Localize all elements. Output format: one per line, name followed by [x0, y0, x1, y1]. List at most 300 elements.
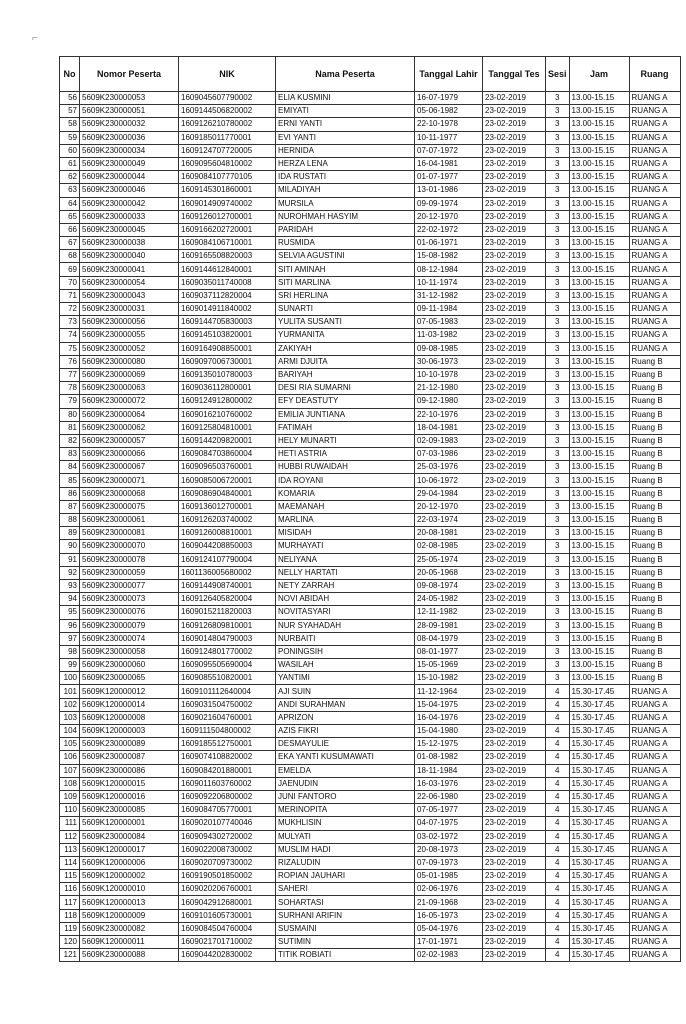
cell-tanggal-lahir: 20-12-1970 [415, 210, 483, 223]
cell-nama-peserta: RIZALUDIN [276, 856, 415, 869]
cell-no: 59 [60, 131, 80, 144]
cell-nik: 1609126012700001 [179, 210, 276, 223]
cell-tanggal-lahir: 22-06-1980 [415, 790, 483, 803]
cell-sesi: 3 [546, 342, 570, 355]
cell-sesi: 3 [546, 421, 570, 434]
cell-ruang: Ruang B [629, 408, 680, 421]
header-tanggal-lahir: Tanggal Lahir [415, 57, 483, 92]
cell-nama-peserta: RUSMIDA [276, 237, 415, 250]
cell-tanggal-tes: 23-02-2019 [483, 843, 546, 856]
cell-no: 78 [60, 382, 80, 395]
cell-sesi: 4 [546, 909, 570, 922]
cell-nama-peserta: ZAKIYAH [276, 342, 415, 355]
cell-tanggal-tes: 23-02-2019 [483, 553, 546, 566]
cell-ruang: Ruang B [629, 606, 680, 619]
table-row [60, 474, 681, 487]
table-row [60, 698, 681, 711]
cell-nama-peserta: ERNI YANTI [276, 118, 415, 131]
cell-nama-peserta: WASILAH [276, 659, 415, 672]
cell-no: 112 [60, 830, 80, 843]
cell-tanggal-lahir: 08-12-1984 [415, 263, 483, 276]
cell-tanggal-tes: 23-02-2019 [483, 619, 546, 632]
cell-tanggal-lahir: 15-10-1982 [415, 672, 483, 685]
cell-jam: 13.00-15.15 [569, 672, 629, 685]
cell-no: 114 [60, 856, 80, 869]
cell-nama-peserta: HERZA LENA [276, 157, 415, 170]
cell-nama-peserta: SITI MARLINA [276, 276, 415, 289]
table-row [60, 711, 681, 724]
cell-no: 71 [60, 289, 80, 302]
cell-tanggal-lahir: 05-01-1985 [415, 870, 483, 883]
cell-nomor-peserta: 5609K230000043 [80, 289, 179, 302]
cell-nik: 1609164908850001 [179, 342, 276, 355]
cell-nomor-peserta: 5609K120000012 [80, 685, 179, 698]
cell-tanggal-tes: 23-02-2019 [483, 593, 546, 606]
cell-nik: 1601136005680002 [179, 566, 276, 579]
cell-nomor-peserta: 5609K120000017 [80, 843, 179, 856]
cell-sesi: 3 [546, 566, 570, 579]
cell-sesi: 3 [546, 619, 570, 632]
cell-tanggal-lahir: 07-07-1972 [415, 144, 483, 157]
cell-nik: 1609144908740001 [179, 579, 276, 592]
cell-ruang: Ruang B [629, 514, 680, 527]
cell-nama-peserta: JAENUDIN [276, 777, 415, 790]
cell-nomor-peserta: 5609K230000040 [80, 250, 179, 263]
cell-tanggal-lahir: 09-11-1984 [415, 303, 483, 316]
cell-nama-peserta: JUNI FANTORO [276, 790, 415, 803]
cell-ruang: RUANG A [629, 922, 680, 935]
table-row [60, 237, 681, 250]
cell-nomor-peserta: 5609K120000008 [80, 711, 179, 724]
cell-nama-peserta: AZIS FIKRI [276, 725, 415, 738]
cell-tanggal-lahir: 22-10-1976 [415, 408, 483, 421]
cell-no: 98 [60, 645, 80, 658]
cell-nama-peserta: YULITA SUSANTI [276, 316, 415, 329]
cell-no: 96 [60, 619, 80, 632]
table-row [60, 395, 681, 408]
cell-ruang: RUANG A [629, 738, 680, 751]
cell-tanggal-tes: 23-02-2019 [483, 448, 546, 461]
table-row [60, 777, 681, 790]
table-row [60, 540, 681, 553]
cell-nomor-peserta: 5609K230000082 [80, 922, 179, 935]
cell-nik: 1609124801770002 [179, 645, 276, 658]
table-body [60, 92, 681, 962]
cell-nama-peserta: NURBAITI [276, 632, 415, 645]
cell-sesi: 3 [546, 263, 570, 276]
cell-ruang: Ruang B [629, 527, 680, 540]
cell-tanggal-lahir: 25-05-1974 [415, 553, 483, 566]
cell-nik: 1609101112640004 [179, 685, 276, 698]
cell-nomor-peserta: 5609K120000011 [80, 936, 179, 949]
cell-no: 74 [60, 329, 80, 342]
cell-ruang: RUANG A [629, 685, 680, 698]
cell-tanggal-lahir: 20-05-1968 [415, 566, 483, 579]
cell-ruang: Ruang B [629, 421, 680, 434]
cell-tanggal-lahir: 15-08-1982 [415, 250, 483, 263]
cell-no: 106 [60, 751, 80, 764]
cell-tanggal-tes: 23-02-2019 [483, 566, 546, 579]
cell-ruang: Ruang B [629, 382, 680, 395]
cell-no: 63 [60, 184, 80, 197]
cell-nik: 1609111504800002 [179, 725, 276, 738]
cell-sesi: 4 [546, 711, 570, 724]
cell-jam: 15.30-17.45 [569, 830, 629, 843]
cell-sesi: 4 [546, 725, 570, 738]
cell-tanggal-tes: 23-02-2019 [483, 237, 546, 250]
cell-no: 88 [60, 514, 80, 527]
cell-no: 61 [60, 157, 80, 170]
cell-nik: 1609044202830002 [179, 949, 276, 962]
cell-tanggal-tes: 23-02-2019 [483, 92, 546, 105]
cell-no: 89 [60, 527, 80, 540]
cell-ruang: RUANG A [629, 698, 680, 711]
cell-nik: 1609085510820001 [179, 672, 276, 685]
cell-sesi: 3 [546, 303, 570, 316]
cell-jam: 15.30-17.45 [569, 922, 629, 935]
cell-jam: 15.30-17.45 [569, 936, 629, 949]
table-row [60, 566, 681, 579]
cell-no: 73 [60, 316, 80, 329]
cell-nama-peserta: EMILIA JUNTIANA [276, 408, 415, 421]
table-row [60, 553, 681, 566]
cell-tanggal-tes: 23-02-2019 [483, 909, 546, 922]
table-row [60, 685, 681, 698]
cell-sesi: 4 [546, 777, 570, 790]
cell-ruang: RUANG A [629, 843, 680, 856]
cell-jam: 13.00-15.15 [569, 566, 629, 579]
cell-nama-peserta: KOMARIA [276, 487, 415, 500]
cell-tanggal-tes: 23-02-2019 [483, 289, 546, 302]
cell-nama-peserta: PARIDAH [276, 223, 415, 236]
cell-jam: 13.00-15.15 [569, 171, 629, 184]
header-no: No [60, 57, 80, 92]
cell-ruang: RUANG A [629, 157, 680, 170]
cell-tanggal-lahir: 03-02-1972 [415, 830, 483, 843]
participant-table [59, 56, 681, 962]
cell-ruang: RUANG A [629, 118, 680, 131]
cell-tanggal-tes: 23-02-2019 [483, 342, 546, 355]
cell-sesi: 3 [546, 368, 570, 381]
cell-no: 66 [60, 223, 80, 236]
cell-nik: 1609126809810001 [179, 619, 276, 632]
table-row [60, 197, 681, 210]
cell-ruang: RUANG A [629, 250, 680, 263]
cell-sesi: 4 [546, 922, 570, 935]
cell-ruang: RUANG A [629, 949, 680, 962]
cell-no: 111 [60, 817, 80, 830]
cell-no: 94 [60, 593, 80, 606]
table-row [60, 171, 681, 184]
cell-sesi: 3 [546, 579, 570, 592]
cell-nik: 1609020206760001 [179, 883, 276, 896]
cell-nomor-peserta: 5609K230000068 [80, 487, 179, 500]
cell-nik: 1609011603760002 [179, 777, 276, 790]
table-row [60, 105, 681, 118]
cell-ruang: Ruang B [629, 474, 680, 487]
cell-nik: 1609166202720001 [179, 223, 276, 236]
cell-no: 80 [60, 408, 80, 421]
cell-no: 100 [60, 672, 80, 685]
cell-nomor-peserta: 5609K230000057 [80, 434, 179, 447]
cell-no: 79 [60, 395, 80, 408]
cell-jam: 15.30-17.45 [569, 843, 629, 856]
cell-no: 105 [60, 738, 80, 751]
cell-tanggal-lahir: 07-05-1983 [415, 316, 483, 329]
cell-tanggal-lahir: 20-08-1973 [415, 843, 483, 856]
scan-mark: ⌐ [32, 33, 38, 44]
cell-nik: 1609014909740002 [179, 197, 276, 210]
header-sesi: Sesi [546, 57, 570, 92]
cell-jam: 13.00-15.15 [569, 395, 629, 408]
cell-no: 68 [60, 250, 80, 263]
cell-sesi: 3 [546, 487, 570, 500]
cell-no: 67 [60, 237, 80, 250]
cell-no: 115 [60, 870, 80, 883]
cell-tanggal-lahir: 07-03-1986 [415, 448, 483, 461]
cell-tanggal-lahir: 16-03-1976 [415, 777, 483, 790]
cell-jam: 15.30-17.45 [569, 764, 629, 777]
cell-nomor-peserta: 5609K230000085 [80, 804, 179, 817]
cell-tanggal-lahir: 02-06-1976 [415, 883, 483, 896]
cell-ruang: RUANG A [629, 329, 680, 342]
cell-ruang: RUANG A [629, 711, 680, 724]
cell-nama-peserta: MURSILA [276, 197, 415, 210]
cell-sesi: 3 [546, 144, 570, 157]
cell-ruang: RUANG A [629, 804, 680, 817]
cell-nomor-peserta: 5609K230000062 [80, 421, 179, 434]
cell-ruang: RUANG A [629, 856, 680, 869]
cell-sesi: 4 [546, 790, 570, 803]
cell-nomor-peserta: 5609K120000014 [80, 698, 179, 711]
cell-sesi: 3 [546, 289, 570, 302]
cell-no: 81 [60, 421, 80, 434]
cell-tanggal-lahir: 17-01-1971 [415, 936, 483, 949]
cell-sesi: 3 [546, 461, 570, 474]
cell-nomor-peserta: 5609K230000078 [80, 553, 179, 566]
cell-nik: 1609135010780003 [179, 368, 276, 381]
cell-jam: 13.00-15.15 [569, 210, 629, 223]
cell-no: 103 [60, 711, 80, 724]
cell-sesi: 3 [546, 131, 570, 144]
cell-tanggal-tes: 23-02-2019 [483, 316, 546, 329]
cell-sesi: 3 [546, 316, 570, 329]
cell-no: 82 [60, 434, 80, 447]
cell-ruang: Ruang B [629, 355, 680, 368]
cell-nik: 1609136012700001 [179, 500, 276, 513]
cell-sesi: 3 [546, 553, 570, 566]
cell-sesi: 3 [546, 223, 570, 236]
cell-nik: 1609044208850003 [179, 540, 276, 553]
cell-ruang: RUANG A [629, 144, 680, 157]
cell-nama-peserta: BARIYAH [276, 368, 415, 381]
cell-jam: 15.30-17.45 [569, 883, 629, 896]
cell-nama-peserta: IDA RUSTATI [276, 171, 415, 184]
cell-nik: 1609124707720005 [179, 144, 276, 157]
cell-nomor-peserta: 5609K230000070 [80, 540, 179, 553]
cell-tanggal-lahir: 15-05-1969 [415, 659, 483, 672]
cell-tanggal-lahir: 31-12-1982 [415, 289, 483, 302]
cell-tanggal-tes: 23-02-2019 [483, 368, 546, 381]
cell-nomor-peserta: 5609K230000071 [80, 474, 179, 487]
cell-jam: 13.00-15.15 [569, 276, 629, 289]
cell-nomor-peserta: 5609K230000036 [80, 131, 179, 144]
cell-tanggal-tes: 23-02-2019 [483, 777, 546, 790]
cell-sesi: 3 [546, 329, 570, 342]
cell-jam: 13.00-15.15 [569, 289, 629, 302]
cell-tanggal-lahir: 29-04-1984 [415, 487, 483, 500]
cell-ruang: Ruang B [629, 553, 680, 566]
cell-nomor-peserta: 5609K230000089 [80, 738, 179, 751]
cell-nama-peserta: EMIYATI [276, 105, 415, 118]
cell-tanggal-lahir: 30-06-1973 [415, 355, 483, 368]
cell-jam: 13.00-15.15 [569, 184, 629, 197]
cell-nik: 1609074108820002 [179, 751, 276, 764]
cell-tanggal-lahir: 15-04-1975 [415, 698, 483, 711]
table-row [60, 131, 681, 144]
cell-nama-peserta: MISIDAH [276, 527, 415, 540]
cell-tanggal-tes: 23-02-2019 [483, 870, 546, 883]
cell-sesi: 3 [546, 92, 570, 105]
cell-sesi: 4 [546, 883, 570, 896]
cell-nomor-peserta: 5609K230000079 [80, 619, 179, 632]
cell-no: 93 [60, 579, 80, 592]
cell-tanggal-tes: 23-02-2019 [483, 606, 546, 619]
cell-tanggal-tes: 23-02-2019 [483, 131, 546, 144]
cell-sesi: 3 [546, 408, 570, 421]
cell-tanggal-tes: 23-02-2019 [483, 461, 546, 474]
header-nik: NIK [179, 57, 276, 92]
table-row [60, 790, 681, 803]
cell-nik: 1609015211820003 [179, 606, 276, 619]
cell-tanggal-tes: 23-02-2019 [483, 725, 546, 738]
table-row [60, 909, 681, 922]
cell-jam: 13.00-15.15 [569, 474, 629, 487]
cell-ruang: Ruang B [629, 593, 680, 606]
cell-tanggal-tes: 23-02-2019 [483, 751, 546, 764]
cell-sesi: 3 [546, 197, 570, 210]
cell-no: 62 [60, 171, 80, 184]
cell-tanggal-tes: 23-02-2019 [483, 197, 546, 210]
cell-no: 91 [60, 553, 80, 566]
cell-tanggal-lahir: 11-03-1982 [415, 329, 483, 342]
cell-nik: 1609085006720001 [179, 474, 276, 487]
cell-sesi: 3 [546, 659, 570, 672]
cell-ruang: RUANG A [629, 751, 680, 764]
cell-nomor-peserta: 5609K230000088 [80, 949, 179, 962]
table-row [60, 500, 681, 513]
cell-jam: 13.00-15.15 [569, 237, 629, 250]
cell-tanggal-tes: 23-02-2019 [483, 223, 546, 236]
cell-nama-peserta: TITIK ROBIATI [276, 949, 415, 962]
cell-nama-peserta: MULYATI [276, 830, 415, 843]
cell-nomor-peserta: 5609K230000041 [80, 263, 179, 276]
cell-nik: 1609042912680001 [179, 896, 276, 909]
cell-nik: 1609144612840001 [179, 263, 276, 276]
cell-tanggal-tes: 23-02-2019 [483, 514, 546, 527]
cell-sesi: 4 [546, 751, 570, 764]
cell-tanggal-lahir: 10-11-1977 [415, 131, 483, 144]
cell-nik: 1609036112800001 [179, 382, 276, 395]
cell-jam: 13.00-15.15 [569, 250, 629, 263]
cell-tanggal-tes: 23-02-2019 [483, 329, 546, 342]
cell-ruang: RUANG A [629, 105, 680, 118]
cell-nik: 1609094302720002 [179, 830, 276, 843]
cell-tanggal-lahir: 01-08-1982 [415, 751, 483, 764]
cell-nama-peserta: NUROHMAH HASYIM [276, 210, 415, 223]
cell-tanggal-lahir: 10-10-1978 [415, 368, 483, 381]
cell-tanggal-tes: 23-02-2019 [483, 711, 546, 724]
cell-tanggal-lahir: 02-08-1985 [415, 540, 483, 553]
cell-tanggal-lahir: 04-07-1975 [415, 817, 483, 830]
cell-jam: 13.00-15.15 [569, 619, 629, 632]
cell-tanggal-lahir: 05-06-1982 [415, 105, 483, 118]
cell-nomor-peserta: 5609K120000006 [80, 856, 179, 869]
cell-no: 121 [60, 949, 80, 962]
cell-nama-peserta: SUSMAINI [276, 922, 415, 935]
table-row [60, 157, 681, 170]
table-row [60, 527, 681, 540]
cell-nik: 1609092206800002 [179, 790, 276, 803]
cell-tanggal-tes: 23-02-2019 [483, 922, 546, 935]
cell-jam: 13.00-15.15 [569, 118, 629, 131]
table-row [60, 303, 681, 316]
cell-sesi: 3 [546, 184, 570, 197]
table-row [60, 949, 681, 962]
cell-nik: 1609084201880001 [179, 764, 276, 777]
cell-jam: 15.30-17.45 [569, 870, 629, 883]
cell-nama-peserta: NUR SYAHADAH [276, 619, 415, 632]
table-row [60, 619, 681, 632]
cell-ruang: RUANG A [629, 197, 680, 210]
cell-tanggal-tes: 23-02-2019 [483, 856, 546, 869]
cell-tanggal-lahir: 05-04-1976 [415, 922, 483, 935]
cell-sesi: 3 [546, 250, 570, 263]
cell-jam: 13.00-15.15 [569, 355, 629, 368]
cell-no: 113 [60, 843, 80, 856]
cell-ruang: RUANG A [629, 764, 680, 777]
cell-nomor-peserta: 5609K230000042 [80, 197, 179, 210]
cell-no: 119 [60, 922, 80, 935]
cell-ruang: Ruang B [629, 461, 680, 474]
cell-ruang: RUANG A [629, 237, 680, 250]
cell-ruang: Ruang B [629, 434, 680, 447]
table-row [60, 856, 681, 869]
table-row [60, 421, 681, 434]
cell-ruang: Ruang B [629, 632, 680, 645]
table-row [60, 342, 681, 355]
cell-no: 57 [60, 105, 80, 118]
cell-nomor-peserta: 5609K230000053 [80, 92, 179, 105]
cell-tanggal-tes: 23-02-2019 [483, 171, 546, 184]
cell-no: 101 [60, 685, 80, 698]
cell-nik: 1609144506820002 [179, 105, 276, 118]
cell-nik: 1609084703860004 [179, 448, 276, 461]
cell-nik: 1609145301860001 [179, 184, 276, 197]
cell-nomor-peserta: 5609K230000063 [80, 382, 179, 395]
cell-nama-peserta: ANDI SURAHMAN [276, 698, 415, 711]
cell-sesi: 4 [546, 830, 570, 843]
cell-jam: 15.30-17.45 [569, 804, 629, 817]
cell-tanggal-lahir: 21-12-1980 [415, 382, 483, 395]
cell-tanggal-lahir: 16-04-1981 [415, 157, 483, 170]
table-row [60, 817, 681, 830]
table-row [60, 922, 681, 935]
cell-nik: 1609022008730002 [179, 843, 276, 856]
cell-no: 86 [60, 487, 80, 500]
cell-tanggal-tes: 23-02-2019 [483, 579, 546, 592]
cell-nomor-peserta: 5609K230000076 [80, 606, 179, 619]
